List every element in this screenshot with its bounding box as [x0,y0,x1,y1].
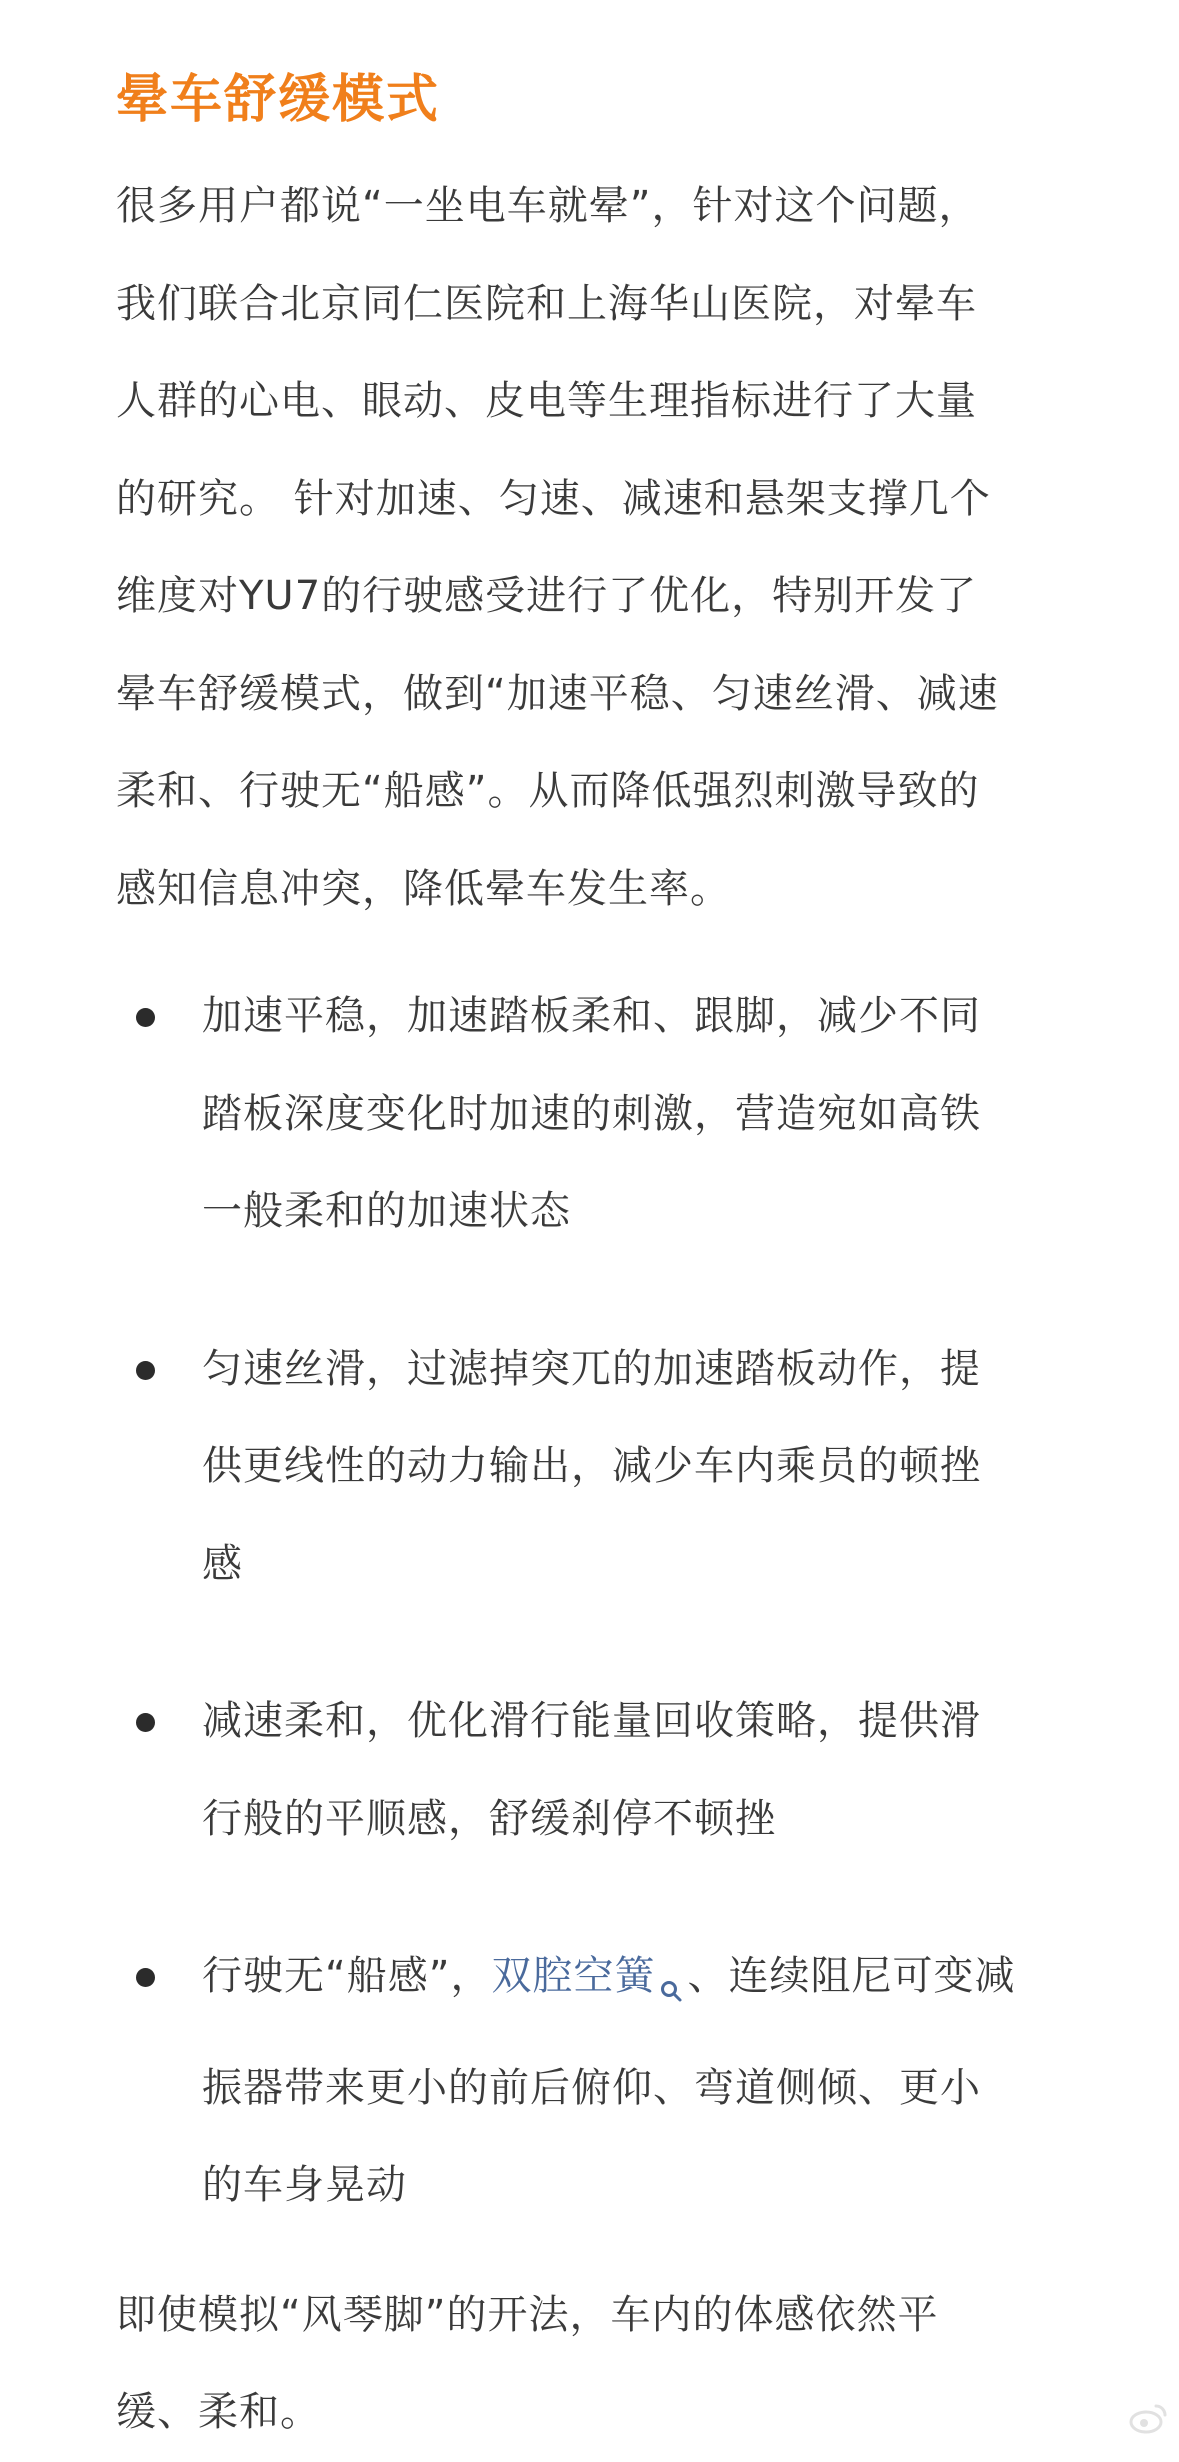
outro-paragraph [116,2267,1076,2462]
bullet-dot-icon [136,1713,155,1732]
list-item-acceleration [116,968,1076,1261]
paragraph-line: 柔和、行驶无“船感”。从而降低强烈刺激导致的 [116,768,980,814]
intro-paragraph [116,158,1076,938]
paragraph-line: 人群的心电、眼动、皮电等生理指标进行了大量 [116,378,977,424]
paragraph-line: 感知信息冲突，降低晕车发生率。 [116,865,731,912]
list-item-line: 加速平稳，加速踏板柔和、跟脚，减少不同 [202,993,981,1039]
paragraph-line: 即使模拟“风琴脚”的开法，车内的体感依然平 [116,2291,939,2338]
list-item-deceleration [116,1673,1076,1868]
list-item-line: 供更线性的动力输出，减少车内乘员的顿挫 [202,1443,981,1489]
bullet-dot-icon [136,1361,155,1380]
paragraph-line: 的研究。 针对加速、匀速、减速和悬架支撑几个 [116,475,991,522]
bullet-dot-icon [136,1968,155,1987]
weibo-icon [1129,2402,1169,2438]
paragraph-line: 维度对YU7的行驶感受进行了优化，特别开发了 [116,573,978,619]
list-item-line: 的车身晃动 [202,2162,407,2208]
watermark [1129,2402,1169,2438]
feature-list [116,968,1076,2235]
list-item-text: 、连续阻尼可变减 [687,1953,1016,1999]
paragraph-line: 我们联合北京同仁医院和上海华山医院，对晕车 [116,280,977,327]
section-heading: 晕车舒缓模式 [116,70,441,130]
list-item-line: 踏板深度变化时加速的刺激，营造宛如高铁 [202,1090,981,1137]
list-item-line [202,1928,1076,2040]
list-item-cruise [116,1321,1076,1614]
list-item-text: 行驶无“船感”， [202,1953,492,1999]
list-item-line: 匀速丝滑，过滤掉突兀的加速踏板动作，提 [202,1345,981,1392]
list-item-ride [116,1928,1076,2235]
paragraph-line: 晕车舒缓模式，做到“加速平稳、匀速丝滑、减速 [116,670,999,717]
search-icon[interactable] [659,1942,683,2040]
paragraph-line: 缓、柔和。 [116,2389,321,2435]
article [116,0,1076,2462]
list-item-line: 减速柔和，优化滑行能量回收策略，提供滑 [202,1698,981,1744]
list-item-line: 行般的平顺感，舒缓刹停不顿挫 [202,1795,776,1842]
list-item-line: 一般柔和的加速状态 [202,1188,571,1234]
paragraph-line: 很多用户都说“一坐电车就晕”，针对这个问题， [116,183,980,229]
list-item-line: 振器带来更小的前后俯仰、弯道侧倾、更小 [202,2064,981,2111]
bullet-dot-icon [136,1008,155,1027]
air-spring-link[interactable]: 双腔空簧 [491,1953,656,1999]
list-item-line: 感 [202,1540,243,1587]
